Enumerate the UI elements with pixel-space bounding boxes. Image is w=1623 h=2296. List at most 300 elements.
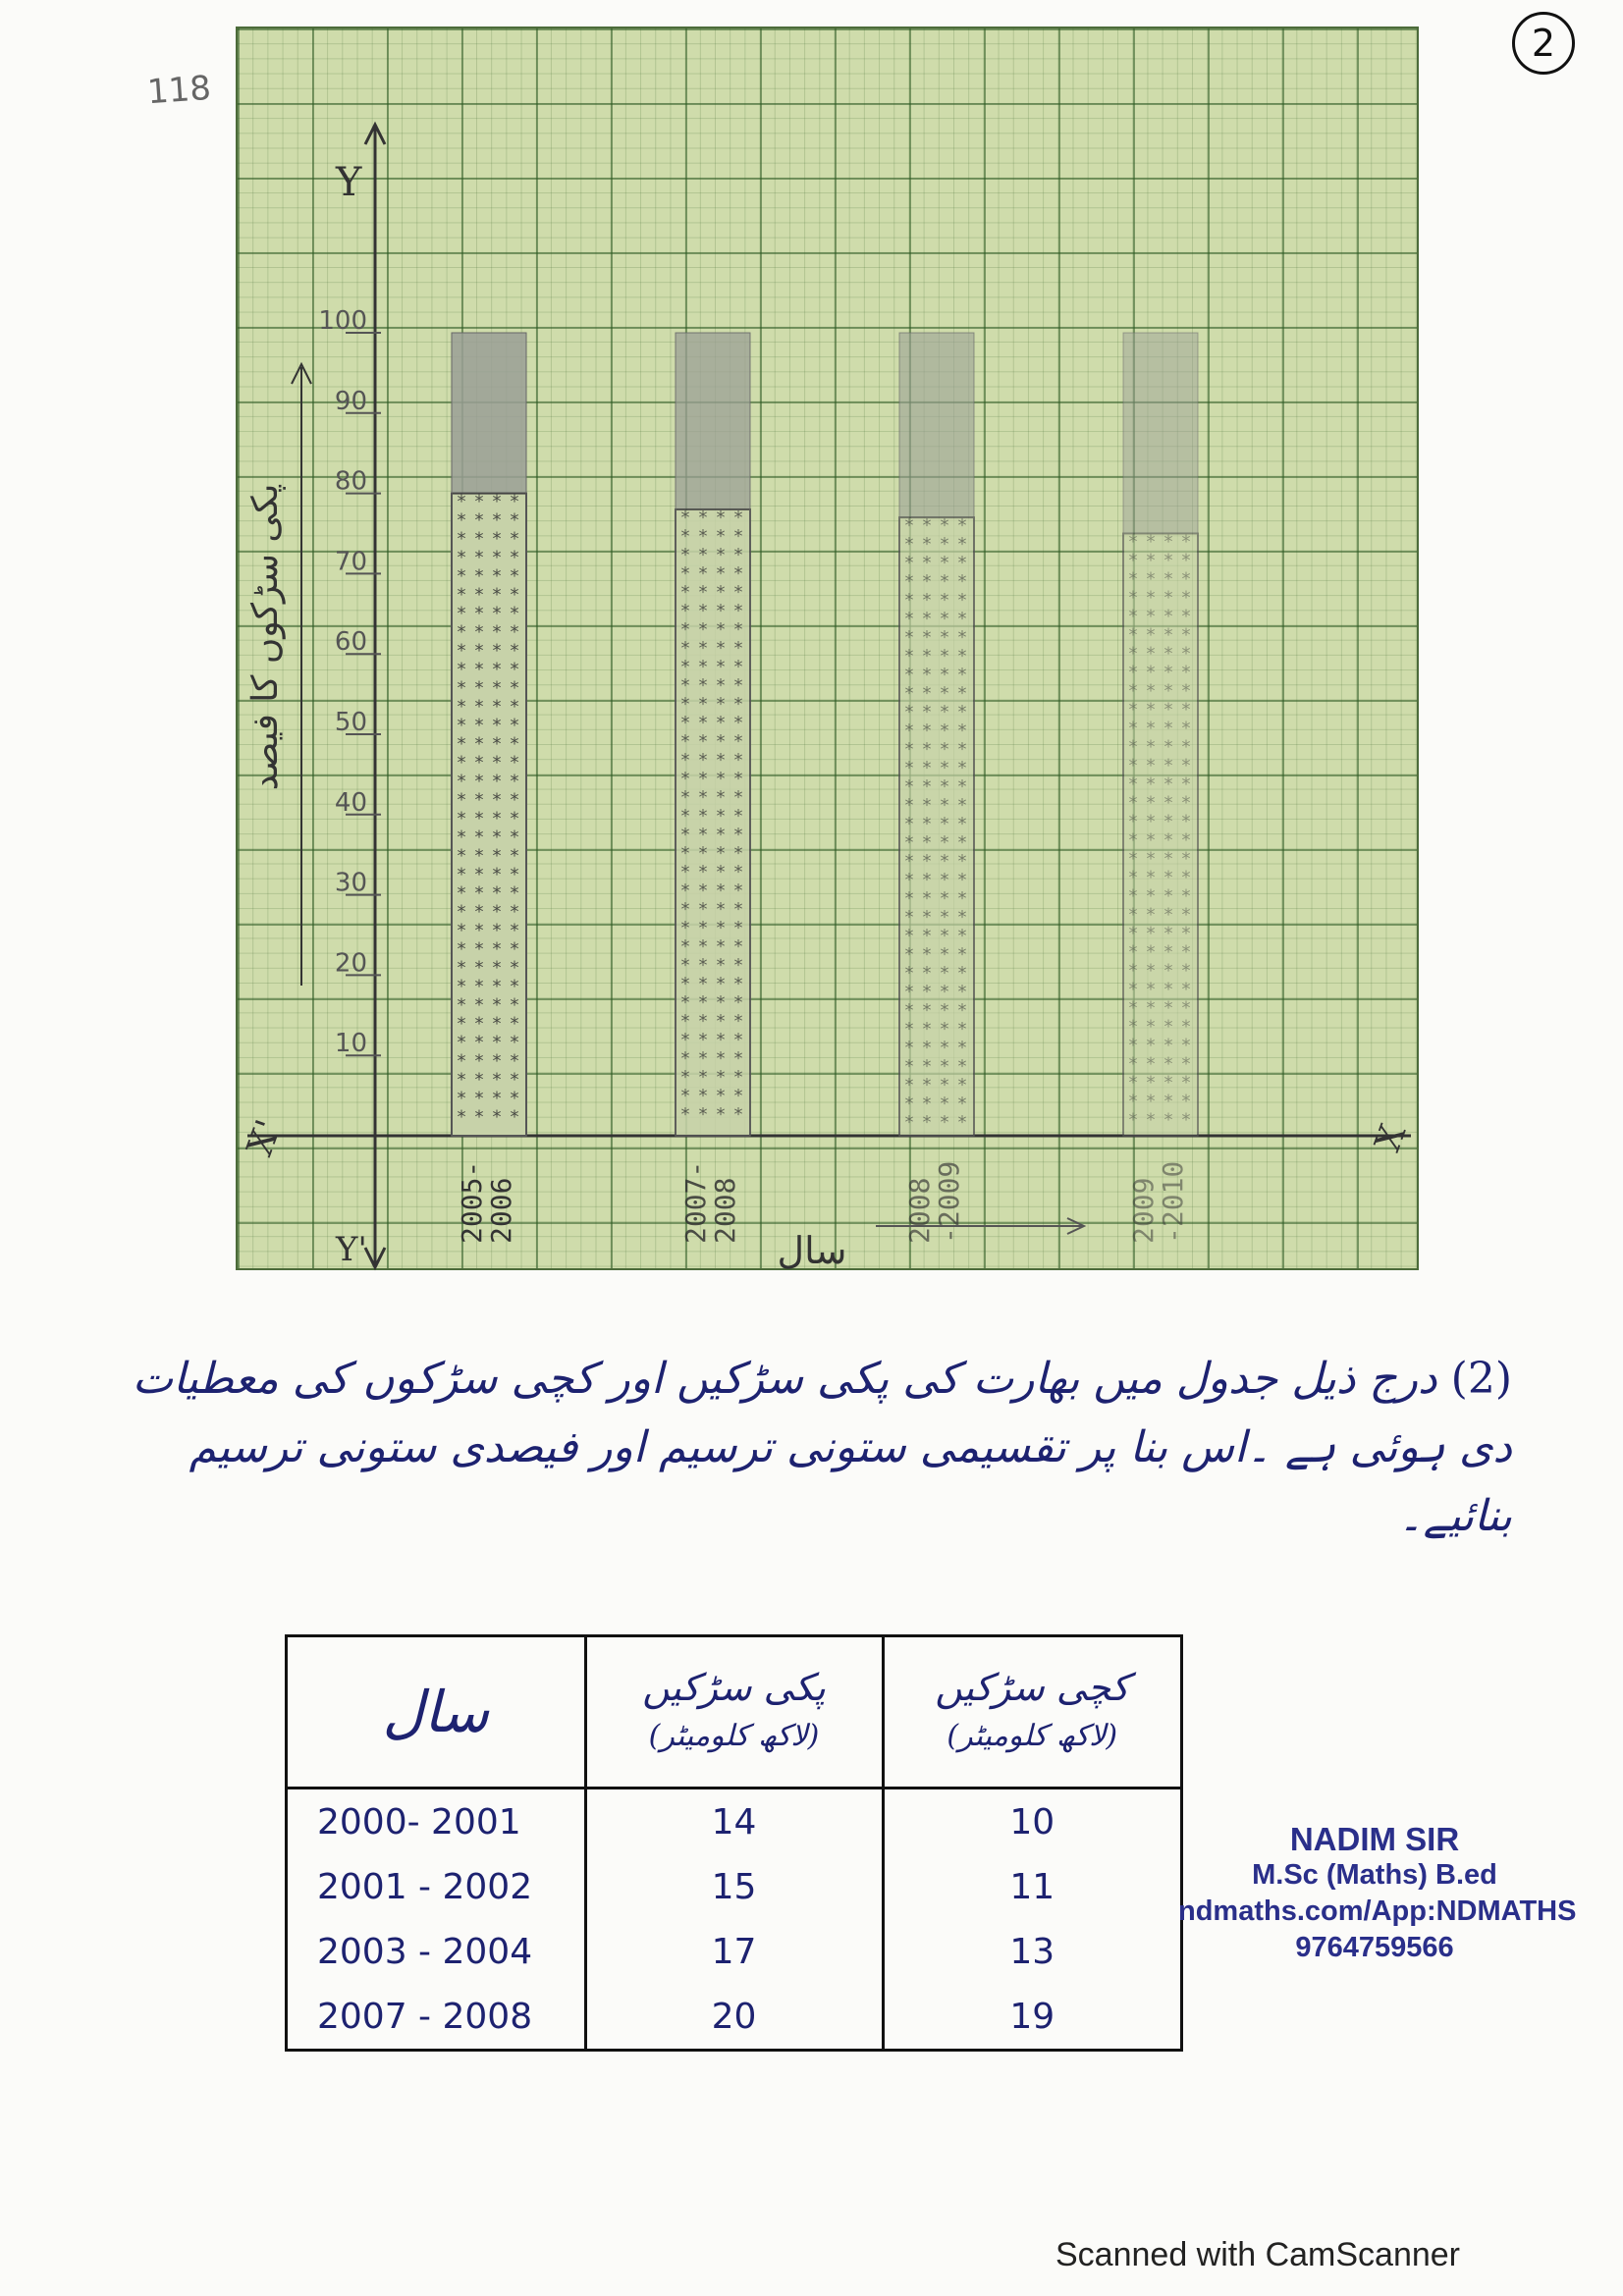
bar-hatch-star: * <box>1163 1016 1173 1038</box>
bar-hatch-star: * <box>716 656 726 677</box>
bar-hatch-star: * <box>1146 774 1156 795</box>
bar-hatch-star: * <box>492 584 502 606</box>
bar-hatch-star: * <box>940 963 949 985</box>
header-year-label: سال <box>382 1679 489 1745</box>
bar-hatch-star: * <box>904 534 914 556</box>
bar-hatch-star: * <box>940 1112 949 1134</box>
bar-hatch-star: * <box>474 827 484 848</box>
bar-hatch-star: * <box>904 870 914 891</box>
bar-hatch-star: * <box>457 976 466 997</box>
header-year <box>288 1637 585 1789</box>
bar-hatch-star: * <box>922 832 932 854</box>
bar-hatch-star: * <box>698 749 708 771</box>
bar-hatch-star: * <box>680 562 690 584</box>
bar-hatch-star: * <box>698 973 708 994</box>
bar-hatch-star: * <box>510 677 519 699</box>
bar-hatch-star: * <box>680 637 690 659</box>
bar-hatch-star: * <box>1181 848 1191 870</box>
bar-hatch-star: * <box>457 771 466 792</box>
bar-hatch-star: * <box>474 696 484 718</box>
bar-hatch-star: * <box>680 805 690 827</box>
bar-hatch-star: * <box>733 973 743 994</box>
bar-hatch-star: * <box>940 515 949 537</box>
bar-hatch-star: * <box>698 618 708 640</box>
bar-hatch-star: * <box>457 677 466 699</box>
bar-hatch-star: * <box>1181 811 1191 832</box>
bar-hatch-star: * <box>1128 680 1138 702</box>
bar-hatch-star: * <box>904 553 914 574</box>
bar-hatch-star: * <box>680 991 690 1013</box>
bar-hatch-star: * <box>1146 1016 1156 1038</box>
header-paved <box>585 1637 883 1789</box>
bar-hatch-star: * <box>940 851 949 873</box>
bar-hatch-star: * <box>492 565 502 587</box>
bar-hatch-star: * <box>716 880 726 901</box>
bar-hatch-star: * <box>904 1094 914 1115</box>
bar-hatch-star: * <box>492 1050 502 1072</box>
bar-unpaved <box>676 333 750 509</box>
bar-hatch-star: * <box>1128 1109 1138 1131</box>
cell-year: 2007 - 2008 <box>317 1996 533 2037</box>
bar-hatch-star: * <box>474 976 484 997</box>
bar-hatch-star: * <box>904 776 914 798</box>
bar-hatch-star: * <box>510 920 519 941</box>
bar-hatch-star: * <box>680 525 690 547</box>
bar-hatch-star: * <box>922 646 932 667</box>
bar-hatch-star: * <box>1146 755 1156 776</box>
bar-hatch-star: * <box>474 584 484 606</box>
bar-hatch-star: * <box>474 920 484 941</box>
bar-hatch-star: * <box>733 880 743 901</box>
bar-hatch-star: * <box>716 730 726 752</box>
bar-hatch-star: * <box>1146 979 1156 1000</box>
y-tick-label: 30 <box>334 868 367 898</box>
bar-hatch-star: * <box>1146 885 1156 907</box>
bar-hatch-star: * <box>733 730 743 752</box>
bar-hatch-star: * <box>474 715 484 736</box>
bar-hatch-star: * <box>680 749 690 771</box>
bar-hatch-star: * <box>957 814 967 835</box>
bar-hatch-star: * <box>1128 531 1138 553</box>
bar-hatch-star: * <box>733 842 743 864</box>
bar-label-bottom: 2008 <box>709 1177 741 1244</box>
bar-hatch-star: * <box>1163 755 1173 776</box>
bar-hatch-star: * <box>957 553 967 574</box>
bar-hatch-star: * <box>716 861 726 882</box>
bar-hatch-star: * <box>922 627 932 649</box>
bar-hatch-star: * <box>1181 923 1191 944</box>
bar-hatch-star: * <box>940 721 949 742</box>
bar-hatch-star: * <box>1128 587 1138 609</box>
bar-hatch-star: * <box>457 901 466 923</box>
bar-hatch-star: * <box>492 640 502 662</box>
cell-paved: 17 <box>585 1919 883 1984</box>
bar-hatch-star: * <box>698 656 708 677</box>
bar-hatch-star: * <box>1128 755 1138 776</box>
bar-hatch-star: * <box>904 963 914 985</box>
bar-hatch-star: * <box>940 758 949 779</box>
bar-hatch-star: * <box>940 776 949 798</box>
bar-hatch-star: * <box>1128 979 1138 1000</box>
bar-hatch-star: * <box>904 851 914 873</box>
bar-hatch-star: * <box>680 656 690 677</box>
bar-hatch-star: * <box>904 795 914 817</box>
bar-hatch-star: * <box>922 888 932 910</box>
credit-site: ndmaths.com/App:NDMATHS <box>1178 1896 1577 1927</box>
bar-hatch-star: * <box>957 515 967 537</box>
bar-hatch-star: * <box>1128 774 1138 795</box>
bar-hatch-star: * <box>1128 792 1138 814</box>
bar-hatch-star: * <box>940 553 949 574</box>
bar-hatch-star: * <box>1163 1035 1173 1056</box>
bar-hatch-star: * <box>922 609 932 630</box>
bar-hatch-star: * <box>698 1029 708 1050</box>
bar-hatch-star: * <box>457 509 466 531</box>
bar-hatch-star: * <box>957 1019 967 1041</box>
bar-hatch-star: * <box>733 525 743 547</box>
bar-hatch-star: * <box>940 646 949 667</box>
credit-block <box>1178 1821 1577 1966</box>
table-row <box>288 1854 1180 1919</box>
cell-year: 2001 - 2002 <box>317 1866 533 1907</box>
credit-name: NADIM SIR <box>1289 1821 1460 1857</box>
cell-year: 2003 - 2004 <box>317 1931 533 1972</box>
bar-hatch-star: * <box>716 693 726 715</box>
bar-hatch-star: * <box>1128 941 1138 963</box>
bar-hatch-star: * <box>457 621 466 643</box>
bar-hatch-star: * <box>698 1010 708 1032</box>
bar-hatch-star: * <box>1181 662 1191 683</box>
scanner-footer: Scanned with CamScanner <box>1055 2236 1461 2273</box>
bar-hatch-star: * <box>904 590 914 612</box>
bar-hatch-star: * <box>492 976 502 997</box>
bar-hatch-star: * <box>904 665 914 686</box>
bar-hatch-star: * <box>922 870 932 891</box>
bar-hatch-star: * <box>957 1112 967 1134</box>
bar-hatch-star: * <box>510 1050 519 1072</box>
bar-hatch-star: * <box>922 721 932 742</box>
bar-hatch-star: * <box>1163 699 1173 721</box>
y-tick-label: 80 <box>334 466 367 497</box>
bar-hatch-star: * <box>510 882 519 904</box>
bar-hatch-star: * <box>716 637 726 659</box>
bar-hatch-star: * <box>716 618 726 640</box>
bar-hatch-star: * <box>1181 867 1191 888</box>
bar-hatch-star: * <box>680 1085 690 1106</box>
bar-hatch-star: * <box>474 845 484 867</box>
bar-hatch-star: * <box>1128 643 1138 665</box>
bar-hatch-star: * <box>1181 885 1191 907</box>
bar-hatch-star: * <box>474 659 484 680</box>
bar-hatch-star: * <box>1163 904 1173 926</box>
bar-hatch-star: * <box>510 752 519 774</box>
bar-hatch-star: * <box>510 547 519 568</box>
bar-hatch-star: * <box>680 842 690 864</box>
bar-hatch-star: * <box>716 562 726 584</box>
bar-hatch-star: * <box>733 861 743 882</box>
bar-hatch-star: * <box>940 1000 949 1022</box>
bar-hatch-star: * <box>492 771 502 792</box>
bar-hatch-star: * <box>1128 848 1138 870</box>
bar-hatch-star: * <box>1163 624 1173 646</box>
bar-hatch-star: * <box>1146 1072 1156 1094</box>
bar-hatch-star: * <box>457 1069 466 1091</box>
bar-hatch-star: * <box>457 957 466 979</box>
bar-label-top: 2007- <box>679 1160 712 1244</box>
bar-hatch-star: * <box>698 842 708 864</box>
bar-hatch-star: * <box>904 721 914 742</box>
bar-hatch-star: * <box>474 565 484 587</box>
bar-hatch-star: * <box>940 739 949 761</box>
bar-hatch-star: * <box>698 730 708 752</box>
table-row <box>288 1984 1180 2049</box>
bar-hatch-star: * <box>904 1000 914 1022</box>
bar-hatch-star: * <box>1146 718 1156 739</box>
bar-hatch-star: * <box>716 1029 726 1050</box>
bar-hatch-star: * <box>492 547 502 568</box>
bar-hatch-star: * <box>922 982 932 1003</box>
bar-hatch-star: * <box>510 771 519 792</box>
chart-canvas <box>238 28 1421 1272</box>
bar-hatch-star: * <box>904 1056 914 1078</box>
bar-hatch-star: * <box>940 1056 949 1078</box>
bar-hatch-star: * <box>1163 774 1173 795</box>
bar-hatch-star: * <box>957 1094 967 1115</box>
bar-hatch-star: * <box>716 712 726 733</box>
bar-hatch-star: * <box>1128 829 1138 851</box>
bar-hatch-star: * <box>492 827 502 848</box>
bar-hatch-star: * <box>940 571 949 593</box>
bar-hatch-star: * <box>492 920 502 941</box>
cell-unpaved: 13 <box>883 1919 1180 1984</box>
bar-hatch-star: * <box>1163 829 1173 851</box>
bar-hatch-star: * <box>940 1094 949 1115</box>
bar-hatch-star: * <box>457 1106 466 1128</box>
bar-hatch-star: * <box>716 917 726 938</box>
bar-hatch-star: * <box>492 1069 502 1091</box>
bar-hatch-star: * <box>957 609 967 630</box>
bar-hatch-star: * <box>457 528 466 550</box>
bar-hatch-star: * <box>940 944 949 966</box>
bar-hatch-star: * <box>1163 680 1173 702</box>
bar-hatch-star: * <box>957 944 967 966</box>
bar-hatch-star: * <box>680 1029 690 1050</box>
bar-hatch-star: * <box>733 805 743 827</box>
bar-hatch-star: * <box>457 882 466 904</box>
bar-hatch-star: * <box>698 1047 708 1069</box>
bar-hatch-star: * <box>457 640 466 662</box>
bar-hatch-star: * <box>680 618 690 640</box>
bar-label-top: 2008 <box>903 1177 936 1244</box>
bar-hatch-star: * <box>957 627 967 649</box>
bar-hatch-star: * <box>698 581 708 603</box>
cell-year: 2000- 2001 <box>317 1801 521 1842</box>
bar-hatch-star: * <box>698 768 708 789</box>
x-axis-letter-left: X' <box>240 1114 291 1161</box>
bar-hatch-star: * <box>733 917 743 938</box>
bar-hatch-star: * <box>940 814 949 835</box>
bar-hatch-star: * <box>1128 1091 1138 1112</box>
bar-hatch-star: * <box>1146 587 1156 609</box>
bar-label-top: 2005- <box>456 1160 488 1244</box>
bar-hatch-star: * <box>1128 1072 1138 1094</box>
bar-hatch-star: * <box>733 935 743 957</box>
bar-hatch-star: * <box>922 814 932 835</box>
bar-hatch-star: * <box>680 730 690 752</box>
bar-hatch-star: * <box>492 808 502 829</box>
bar-hatch-star: * <box>680 1047 690 1069</box>
bar-hatch-star: * <box>733 898 743 920</box>
header-paved-label: پکی سڑکیں <box>642 1666 826 1709</box>
bar-hatch-star: * <box>922 553 932 574</box>
bar-hatch-star: * <box>922 1038 932 1059</box>
bar-hatch-star: * <box>474 603 484 624</box>
bar-hatch-star: * <box>1146 829 1156 851</box>
bar-hatch-star: * <box>904 683 914 705</box>
bar-hatch-star: * <box>698 674 708 696</box>
bar-hatch-star: * <box>1163 736 1173 758</box>
cell-paved: 15 <box>585 1854 883 1919</box>
bar-unpaved <box>452 333 526 494</box>
bar-hatch-star: * <box>510 994 519 1016</box>
bar-hatch-star: * <box>922 758 932 779</box>
bar-unpaved <box>1123 333 1198 534</box>
bar-hatch-star: * <box>474 1050 484 1072</box>
bar-hatch-star: * <box>680 935 690 957</box>
bar-hatch-star: * <box>510 1013 519 1035</box>
bar-hatch-star: * <box>904 888 914 910</box>
bar-hatch-star: * <box>904 739 914 761</box>
bar-hatch-star: * <box>957 776 967 798</box>
bar-hatch-star: * <box>492 733 502 755</box>
bar-hatch-star: * <box>957 795 967 817</box>
bar-hatch-star: * <box>957 534 967 556</box>
bar-hatch-star: * <box>474 509 484 531</box>
bar-hatch-star: * <box>474 640 484 662</box>
bar-hatch-star: * <box>1181 643 1191 665</box>
bar-hatch-star: * <box>922 1019 932 1041</box>
bar-hatch-star: * <box>716 768 726 789</box>
cell-unpaved: 10 <box>883 1789 1180 1855</box>
bar-hatch-star: * <box>1181 531 1191 553</box>
bar-hatch-star: * <box>922 534 932 556</box>
bar-hatch-star: * <box>510 659 519 680</box>
bar-hatch-star: * <box>492 752 502 774</box>
y-tick-label: 60 <box>334 627 367 658</box>
bar-hatch-star: * <box>1146 550 1156 571</box>
bar-hatch-star: * <box>510 808 519 829</box>
bar-hatch-star: * <box>922 795 932 817</box>
bar-hatch-star: * <box>716 1103 726 1125</box>
y-tick-label: 70 <box>334 547 367 577</box>
bar-hatch-star: * <box>510 957 519 979</box>
bar-hatch-star: * <box>680 861 690 882</box>
bar-hatch-star: * <box>698 917 708 938</box>
bar-hatch-star: * <box>733 1029 743 1050</box>
bar-hatch-star: * <box>1163 1053 1173 1075</box>
bar-hatch-star: * <box>698 525 708 547</box>
bar-hatch-star: * <box>733 991 743 1013</box>
x-axis-letter-right: X <box>1368 1119 1415 1157</box>
bar-hatch-star: * <box>733 1103 743 1125</box>
bar-hatch-star: * <box>733 600 743 621</box>
bar-hatch-star: * <box>510 491 519 512</box>
bar-hatch-star: * <box>1181 550 1191 571</box>
bar-hatch-star: * <box>510 621 519 643</box>
bar-hatch-star: * <box>733 618 743 640</box>
bar-hatch-star: * <box>510 864 519 885</box>
bar-hatch-star: * <box>1146 1091 1156 1112</box>
bar-hatch-star: * <box>474 808 484 829</box>
bar-hatch-star: * <box>680 1103 690 1125</box>
bar-hatch-star: * <box>474 1069 484 1091</box>
bar-hatch-star: * <box>940 702 949 723</box>
bar-hatch-star: * <box>733 544 743 565</box>
bar-hatch-star: * <box>957 888 967 910</box>
bar-hatch-star: * <box>922 1094 932 1115</box>
bar-hatch-star: * <box>733 749 743 771</box>
bar-hatch-star: * <box>457 920 466 941</box>
bar-hatch-star: * <box>1163 531 1173 553</box>
bar-hatch-star: * <box>510 938 519 960</box>
bar-hatch-star: * <box>940 907 949 929</box>
cell-paved: 20 <box>585 1984 883 2049</box>
bar-hatch-star: * <box>1163 643 1173 665</box>
bar-hatch-star: * <box>1163 662 1173 683</box>
bar-hatch-star: * <box>904 646 914 667</box>
bar-hatch-star: * <box>474 957 484 979</box>
bar-hatch-star: * <box>492 957 502 979</box>
bar-hatch-star: * <box>1163 848 1173 870</box>
bar-hatch-star: * <box>1128 550 1138 571</box>
bar-hatch-star: * <box>1146 662 1156 683</box>
bar-hatch-star: * <box>1128 960 1138 982</box>
question-text <box>118 1345 1512 1551</box>
bar-hatch-star: * <box>474 621 484 643</box>
bar-hatch-star: * <box>940 627 949 649</box>
bar-hatch-star: * <box>457 864 466 885</box>
bar-hatch-star: * <box>733 824 743 845</box>
bar-hatch-star: * <box>1163 960 1173 982</box>
bar-hatch-star: * <box>1181 568 1191 590</box>
bar-hatch-star: * <box>457 789 466 811</box>
bar-hatch-star: * <box>957 963 967 985</box>
bar-hatch-star: * <box>940 534 949 556</box>
y-axis-letter: Y <box>336 160 362 205</box>
bar-hatch-star: * <box>457 752 466 774</box>
table-row <box>288 1919 1180 1984</box>
bar-hatch-star: * <box>698 861 708 882</box>
bar-hatch-star: * <box>698 1066 708 1088</box>
bar-hatch-star: * <box>904 814 914 835</box>
bar-hatch-star: * <box>510 603 519 624</box>
bar-hatch-star: * <box>510 901 519 923</box>
bar-hatch-star: * <box>698 954 708 976</box>
bar-hatch-star: * <box>716 1066 726 1088</box>
bar-hatch-star: * <box>1146 1053 1156 1075</box>
bar-hatch-star: * <box>1128 568 1138 590</box>
margin-note: 118 <box>145 68 213 113</box>
bar-hatch-star: * <box>922 1112 932 1134</box>
bar-hatch-star: * <box>492 621 502 643</box>
bar-hatch-star: * <box>680 507 690 528</box>
question-number: (2) <box>1450 1354 1512 1404</box>
bar-hatch-star: * <box>1163 606 1173 627</box>
bar-hatch-star: * <box>904 1075 914 1096</box>
bar-hatch-star: * <box>492 696 502 718</box>
bar-hatch-star: * <box>1146 941 1156 963</box>
bar-hatch-star: * <box>1146 699 1156 721</box>
